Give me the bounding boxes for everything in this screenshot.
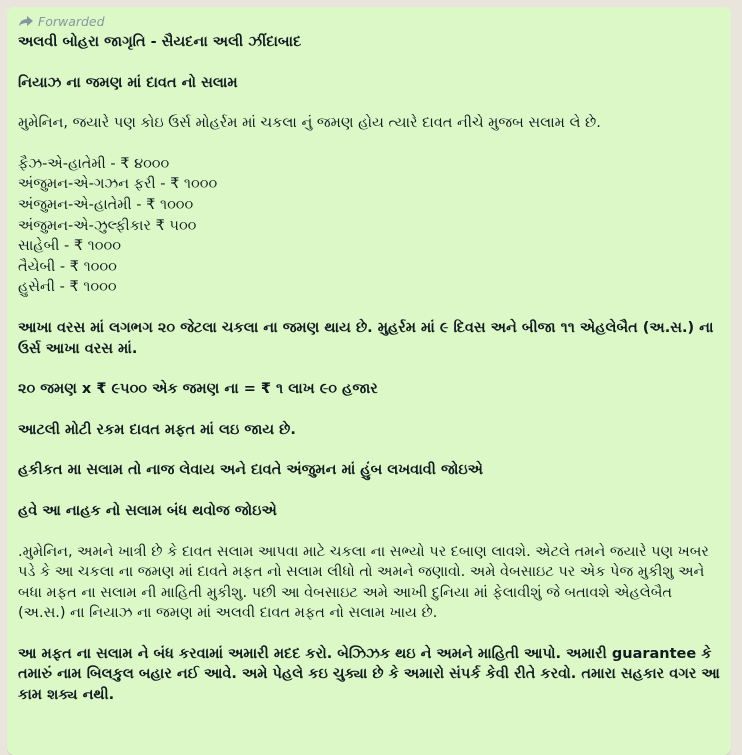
forwarded-label: Forwarded <box>38 13 105 29</box>
paragraph-total: આટલી મોટી રકમ દાવત મફત માં લઇ જાય છે. <box>18 421 296 438</box>
message-title: અલવી બોહરા જાગૃતિ - સૈયદના અલી ઝીંદાબાદ <box>18 34 302 50</box>
paragraph-fact: હકીકત મા સલામ તો નાજ લેવાય અને દાવતે અંજુમન માં હુંબ લખવાવી જોઇએ <box>18 462 483 479</box>
list-item: ફૈઝ-એ-હાતેમી - ₹ ૪૦૦૦ <box>18 155 170 172</box>
list-item: અંજુમન-એ-ગઝન ફરી - ₹ ૧૦૦૦ <box>18 176 218 193</box>
forward-arrow-icon <box>18 15 34 27</box>
list-item: અંજુમન-એ-હાતેમી - ₹ ૧૦૦૦ <box>18 196 194 213</box>
paragraph-stop: હવે આ નાહક નો સલામ બંધ થવોજ જોઇએ <box>18 502 277 519</box>
paragraph-appeal: .મુમેનિન, અમને ખાત્રી છે કે દાવત સલામ આપવા માટે ચકલા ના સભ્યો પર દબાણ લાવશે. એટલે તમને જયારે પણ ખબર પડે કે આ ચકલા ના જમણ માં દાવતે મફત નો સલામ લીધો તો અમને જણાવો. અમે વેબસાઇટ પર એક પેજ મુકીશુ અને બધા મફત ના સલામ ની માહિતી મુકીશુ. પછી આ વેબસાઇટ અમે આખી દુનિયા માં ફેલાવીશું જે બતાવશે એહલેબૈત (અ.સ.) ના નિયાઝ ના જમણ માં અલવી દાવત મફત નો સલામ ખાય છે. <box>18 543 709 622</box>
paragraph-calculation: ૨૦ જમણ x ₹ ૯૫૦૦ એક જમણ ના = ₹ ૧ લાખ ૯૦ હજાર <box>18 381 378 398</box>
paragraph-yearly-count: આખા વરસ માં લગભગ ૨૦ જેટલા ચકલા ના જમણ થાય છે. મુહર્રમ માં ૯ દિવસ અને બીજા ૧૧ એહલેબૈત (અ.સ.) ના ઉર્સ આખા વરસ માં. <box>18 319 714 357</box>
list-item: તૈયેબી - ₹ ૧૦૦૦ <box>18 258 117 275</box>
list-item: સાહેબી - ₹ ૧૦૦૦ <box>18 238 121 255</box>
intro-text: મુમેનિન, જયારે પણ કોઇ ઉર્સ મોહર્રમ માં ચકલા નું જમણ હોય ત્યારે દાવત નીચે મુજબ સલામ લે છે. <box>18 115 601 132</box>
list-item: અંજુમન-એ-ઝુલ્ફીકાર ₹ ૫૦૦ <box>18 217 197 234</box>
message-bubble[interactable] <box>7 7 731 755</box>
message-heading: નિયાઝ ના જમણ માં દાવત નો સલામ <box>18 74 238 91</box>
forwarded-indicator <box>18 13 721 29</box>
list-item: હુસેની - ₹ ૧૦૦૦ <box>18 279 117 296</box>
paragraph-request: આ મફત ના સલામ ને બંધ કરવામાં અમારી મદદ કરો. બેઝિઝક થઇ ને અમને માહિતી આપો. અમારી guarantee કે તમારું નામ બિલકુલ બહાર નઈ આવે. અમે પેહલે કઇ ચુક્યા છે કે અમારો સંપર્ક કેવી રીતે કરવો. તમારા સહકાર વગર આ કામ શક્ય નથી. <box>18 645 720 704</box>
salam-list <box>18 154 721 298</box>
